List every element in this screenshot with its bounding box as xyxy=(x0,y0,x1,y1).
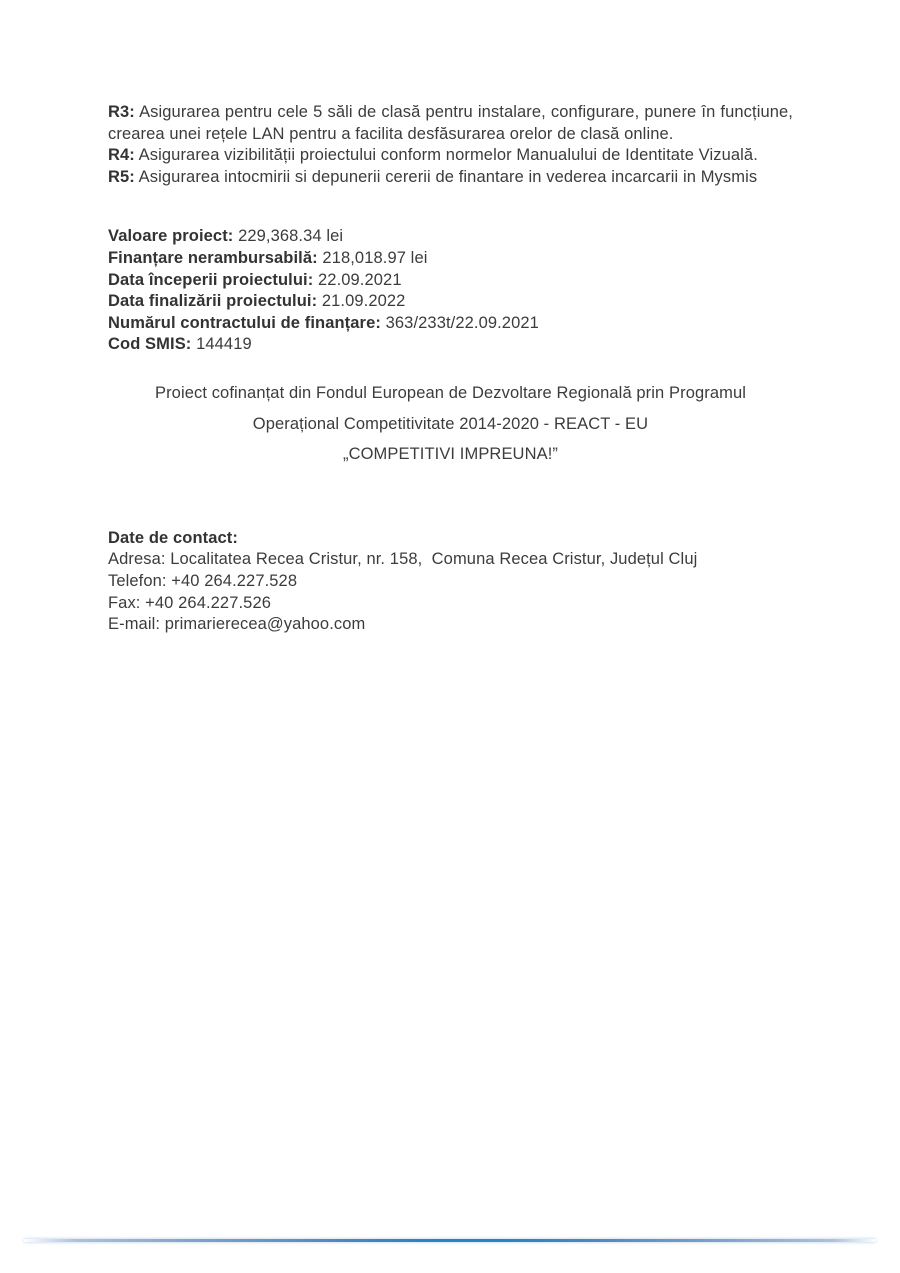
requirement-r3-label: R3: xyxy=(108,103,135,121)
contact-address: Adresa: Localitatea Recea Cristur, nr. 158, Comuna Recea Cristur, Județul Cluj xyxy=(108,550,698,569)
cofinancing-slogan: „COMPETITIVI IMPREUNA!” xyxy=(343,445,558,464)
detail-contract-number xyxy=(108,313,793,335)
detail-grant-value-label: Finanțare nerambursabilă: xyxy=(108,248,318,267)
contact-section xyxy=(108,528,793,636)
detail-end-date xyxy=(108,291,793,313)
contact-email: E-mail: primarierecea@yahoo.com xyxy=(108,615,366,634)
contact-fax: Fax: +40 264.227.526 xyxy=(108,593,272,612)
detail-start-date-text: 22.09.2021 xyxy=(318,270,402,289)
footer-divider xyxy=(24,1239,876,1242)
document-content xyxy=(108,102,793,636)
detail-end-date-text: 21.09.2022 xyxy=(321,292,406,311)
requirement-r5-text: Asigurarea intocmirii si depunerii cererii de finantare in vederea incarcarii in Mysmis xyxy=(138,167,758,186)
detail-grant-value-text: 218,018.97 lei xyxy=(322,248,428,267)
contact-heading: Date de contact: xyxy=(108,528,238,547)
detail-start-date-label: Data începerii proiectului: xyxy=(108,270,314,289)
requirement-r3-text: Asigurarea pentru cele 5 săli de clasă pentru instalare, configurare, punere în funcțiune, crearea unei rețele LAN pentru a facilita desfăsurarea orelor de clasă online. xyxy=(108,103,793,143)
cofinancing-section xyxy=(108,383,793,466)
requirement-r4-text: Asigurarea vizibilității proiectului conform normelor Manualului de Identitate Vizuală. xyxy=(138,146,758,165)
contact-phone: Telefon: +40 264.227.528 xyxy=(108,571,298,590)
cofinancing-line-2: Operațional Competitivitate 2014-2020 - REACT - EU xyxy=(252,414,649,433)
detail-start-date xyxy=(108,270,793,292)
detail-end-date-label: Data finalizării proiectului: xyxy=(108,292,318,311)
detail-project-value-text: 229,368.34 lei xyxy=(238,227,344,246)
requirement-r5-label: R5: xyxy=(108,167,135,186)
cofinancing-line-1: Proiect cofinanțat din Fondul European de Dezvoltare Regională prin Programul xyxy=(154,383,747,402)
detail-smis-code-text: 144419 xyxy=(196,335,252,354)
detail-project-value xyxy=(108,226,793,248)
requirements-section xyxy=(108,102,793,188)
requirement-r3 xyxy=(108,102,793,145)
detail-smis-code xyxy=(108,334,793,356)
requirement-r5 xyxy=(108,167,793,189)
project-details-section xyxy=(108,226,793,356)
detail-project-value-label: Valoare proiect: xyxy=(108,227,234,246)
detail-smis-code-label: Cod SMIS: xyxy=(108,335,192,354)
detail-grant-value xyxy=(108,248,793,270)
requirement-r4 xyxy=(108,145,793,167)
detail-contract-number-label: Numărul contractului de finanțare: xyxy=(108,313,381,332)
detail-contract-number-text: 363/233t/22.09.2021 xyxy=(385,313,539,332)
requirement-r4-label: R4: xyxy=(108,146,135,165)
